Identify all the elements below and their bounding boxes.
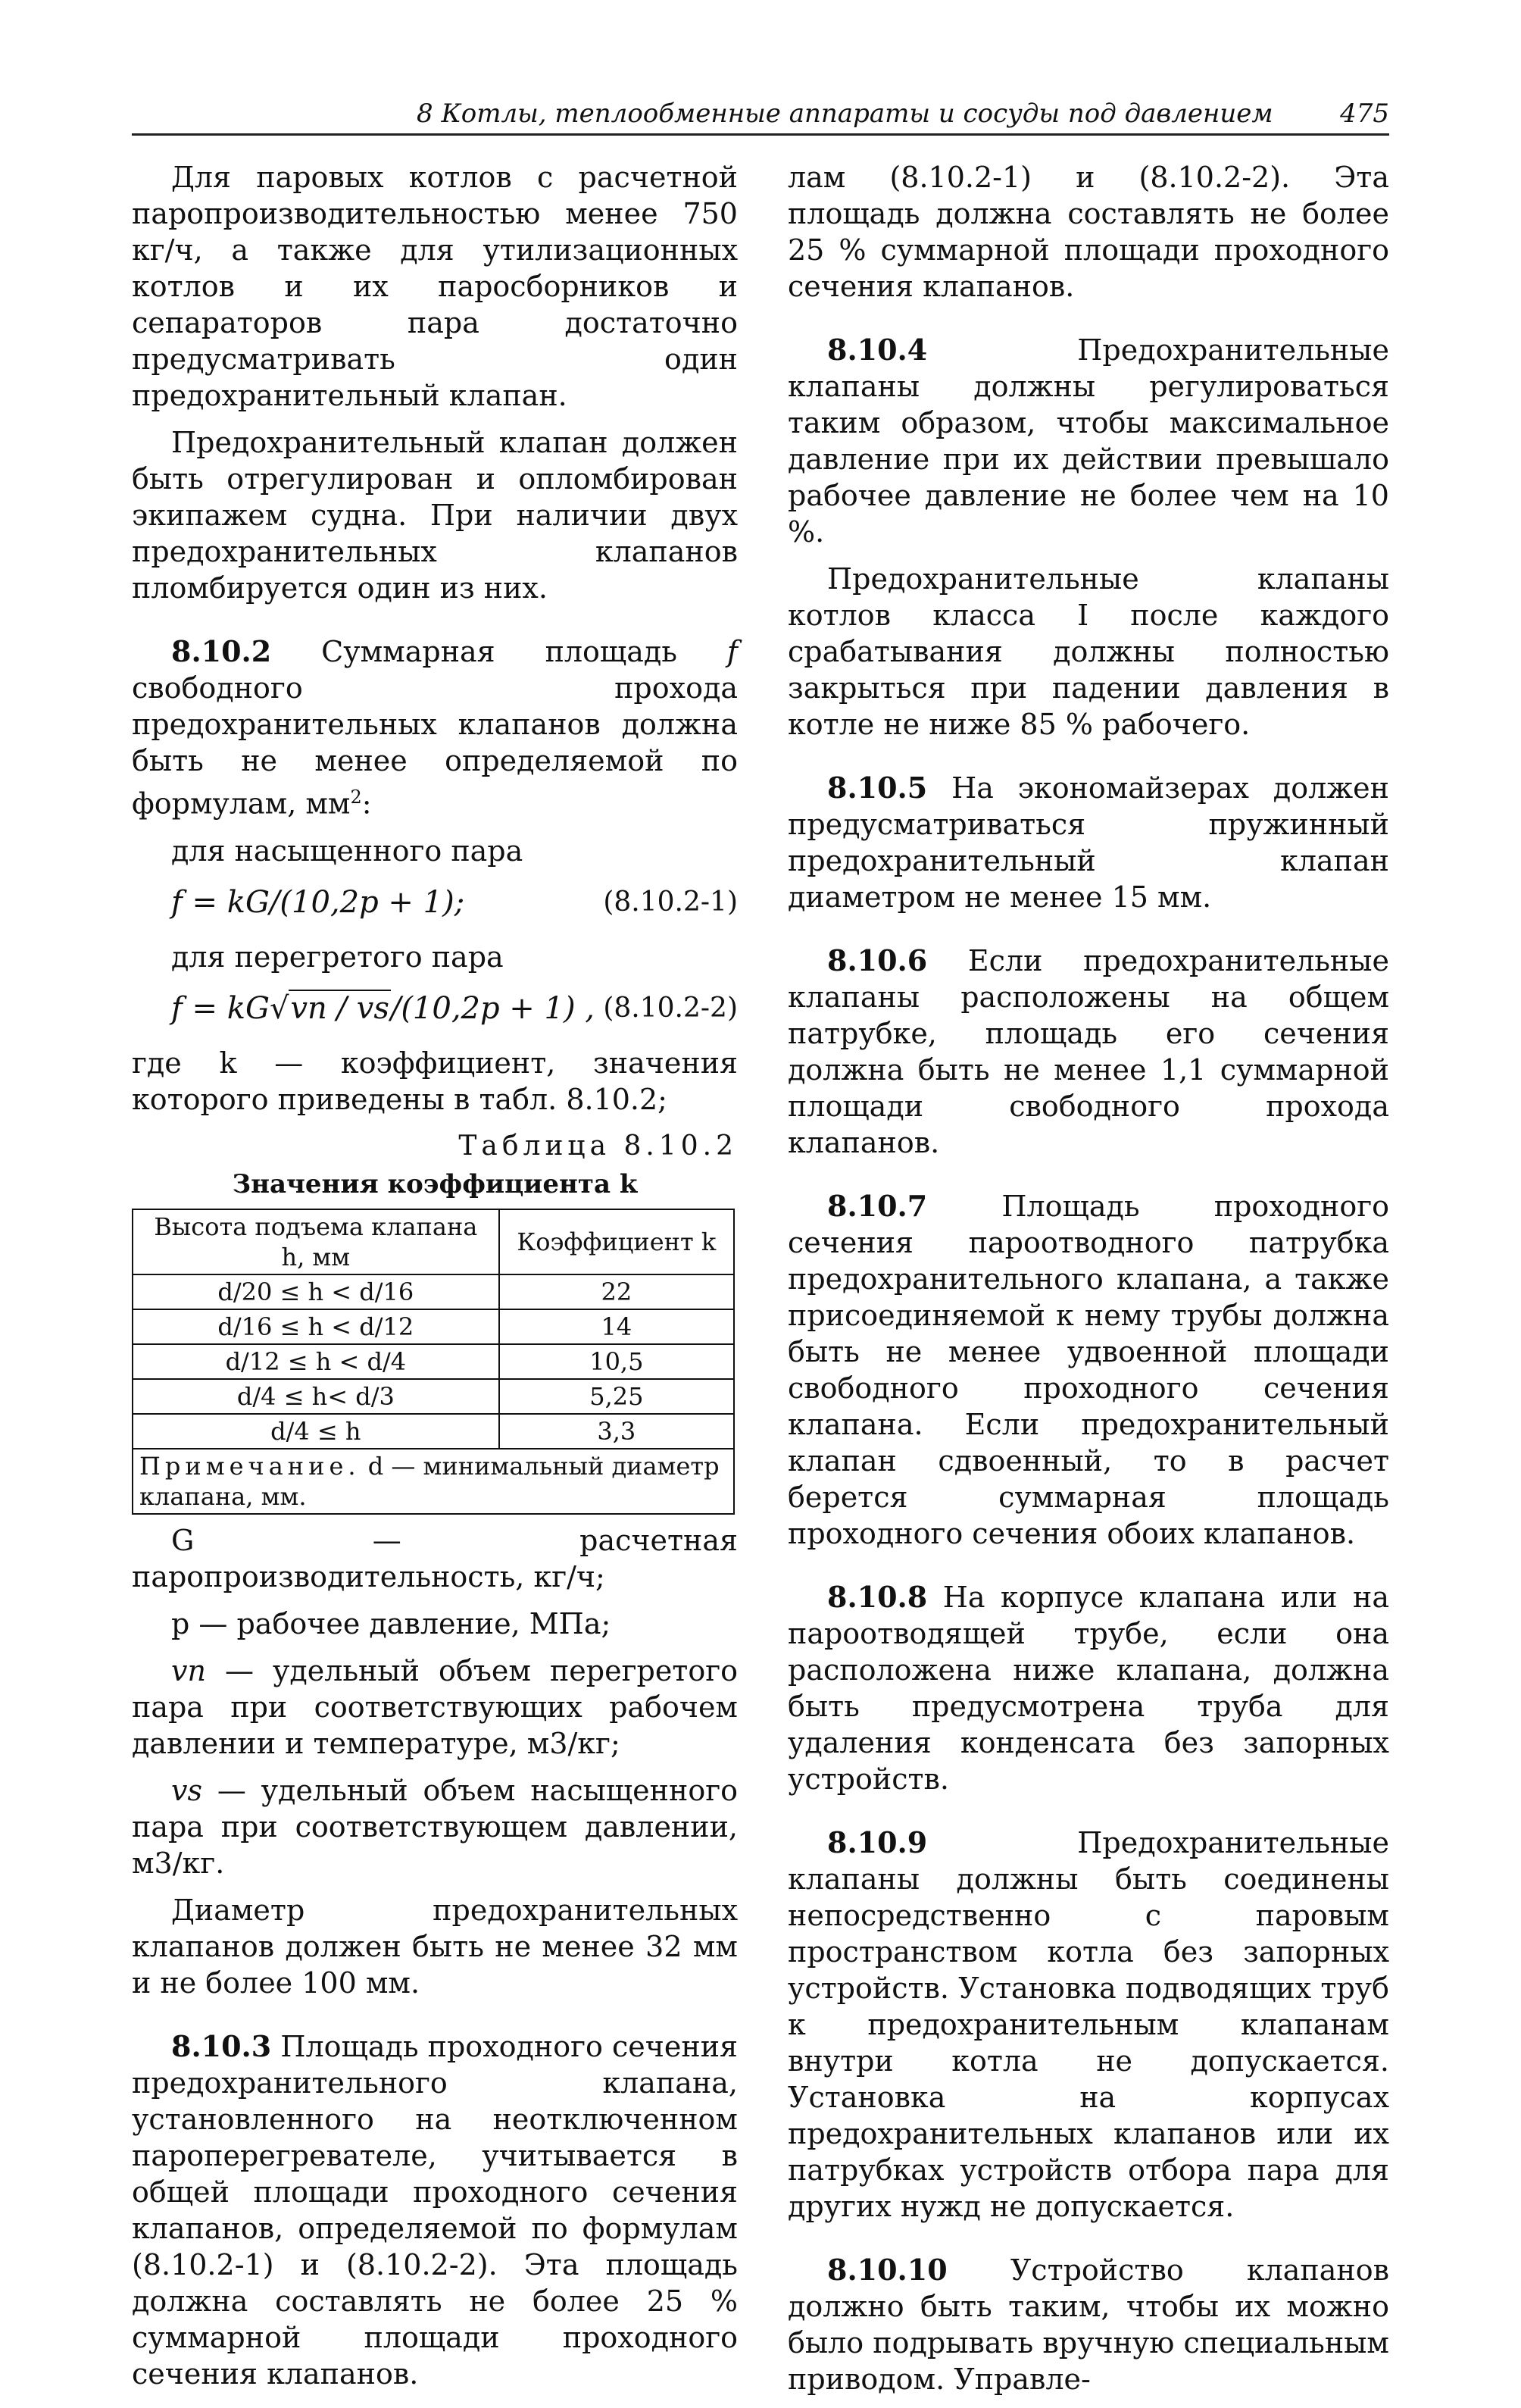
table-cell: 22 xyxy=(499,1274,734,1309)
clause-number: 8.10.8 xyxy=(827,1580,928,1614)
table-cell: 14 xyxy=(499,1309,734,1344)
section-8-10-6: 8.10.6 Если предохранительные клапаны расположены на общем патрубке, площадь его сечения должна быть не менее 1,1 суммарной площади свободного прохода клапанов. xyxy=(788,943,1389,1159)
table-cell: 3,3 xyxy=(499,1414,734,1449)
table-row xyxy=(133,1379,734,1414)
formula-expression: f = kG/(10,2p + 1); xyxy=(171,884,465,920)
page-number: 475 xyxy=(1340,99,1389,129)
table-row xyxy=(133,1414,734,1449)
clause-number: 8.10.7 xyxy=(827,1189,928,1223)
formula-expression: f = kG√vп / vs/(10,2p + 1) , xyxy=(171,990,595,1026)
clause-number: 8.10.6 xyxy=(827,943,928,977)
paragraph-class-1: Предохранительные клапаны котлов класса I после каждого срабатывания должны полностью закрыться при падении давления в котле не ниже 85 % рабочего. xyxy=(788,562,1389,741)
clause-number: 8.10.10 xyxy=(827,2253,948,2287)
page-header xyxy=(132,94,1389,136)
table-note-row xyxy=(133,1449,734,1514)
paragraph-diameter: Диаметр предохранительных клапанов должен быть не менее 32 мм и не более 100 мм. xyxy=(132,1893,738,2000)
clause-number: 8.10.5 xyxy=(827,771,928,805)
coefficient-table xyxy=(132,1209,735,1515)
table-row xyxy=(133,1309,734,1344)
formula-8-10-2-2 xyxy=(132,984,738,1039)
section-8-10-8: 8.10.8 На корпусе клапана или на пароотводящей трубе, если она расположена ниже клапана, должна быть предусмотрена труба для удаления конденсата без запорных устройств. xyxy=(788,1580,1389,1796)
left-column xyxy=(132,159,738,2403)
superheated-steam-label: для перегретого пара xyxy=(171,940,504,974)
table-caption: Таблица 8.10.2 xyxy=(458,1130,738,1162)
table-cell: d/20 ≤ h < d/16 xyxy=(133,1274,499,1309)
definition-p: p — рабочее давление, МПа; xyxy=(171,1606,611,1640)
table-cell: 10,5 xyxy=(499,1344,734,1379)
formula-8-10-2-1 xyxy=(132,878,738,933)
running-title: 8 Котлы, теплообменные аппараты и сосуды под давлением xyxy=(417,99,1273,129)
table-header-row xyxy=(133,1209,734,1274)
radical: vп / vs xyxy=(290,990,389,1026)
definition-vs: vs — удельный объем насыщенного пара при соответствующем давлении, м3/кг. xyxy=(132,1773,738,1880)
table-header-cell: Высота подъема клапана h, мм xyxy=(133,1209,499,1274)
table-note: Примечание. d — минимальный диаметр клапана, мм. xyxy=(133,1449,734,1514)
table-cell: d/12 ≤ h < d/4 xyxy=(133,1344,499,1379)
section-8-10-7: 8.10.7 Площадь проходного сечения пароотводного патрубка предохранительного клапана, а также присоединяемой к нему трубы должна быть не менее удвоенной площади свободного проходного сечения клапана. Если предохранительный клапан сдвоенный, то в расчет берется суммарная площадь проходного сечения обоих клапанов. xyxy=(788,1189,1389,1550)
saturated-steam-label: для насыщенного пара xyxy=(171,833,523,868)
section-8-10-9: 8.10.9 Предохранительные клапаны должны быть соединены непосредственно с паровым пространством котла без запорных устройств. Установка подводящих труб к предохранительным клапанам внутри котла не допускается. Установка на корпусах предохранительных клапанов или их патрубках устройств отбора пара для других нужд не допускается. xyxy=(788,1825,1389,2223)
formula-number: (8.10.2-2) xyxy=(603,992,738,1024)
section-8-10-2: 8.10.2 Суммарная площадь f свободного прохода предохранительных клапанов должна быть не менее определяемой по формулам, $мм^2$: xyxy=(132,634,738,821)
paragraph-continued: лам (8.10.2-1) и (8.10.2-2). Эта площадь должна составлять не более 25 % суммарной площади проходного сечения клапанов. xyxy=(788,161,1389,303)
right-column xyxy=(788,159,1389,2408)
table-cell: d/4 ≤ h xyxy=(133,1414,499,1449)
table-cell: d/4 ≤ h< d/3 xyxy=(133,1379,499,1414)
definition-G: G — расчетная паропроизводительность, кг/ч; xyxy=(132,1523,738,1593)
table-cell: 5,25 xyxy=(499,1379,734,1414)
table-row xyxy=(133,1274,734,1309)
paragraph-boilers: Для паровых котлов с расчетной паропроизводительностью менее 750 кг/ч, а также для утилизационных котлов и их паросборников и сепараторов пара достаточно предусматривать один предохранительный клапан. xyxy=(132,161,738,412)
table-row xyxy=(133,1344,734,1379)
clause-number: 8.10.9 xyxy=(827,1825,928,1859)
table-header-cell: Коэффициент k xyxy=(499,1209,734,1274)
section-8-10-3: 8.10.3 Площадь проходного сечения предохранительного клапана, установленного на неотключенном пароперегревателе, учитывается в общей площади проходного сечения клапанов, определяемой по формулам (8.10.2-1) и (8.10.2-2). Эта площадь должна составлять не более 25 % суммарной площади проходного сечения клапанов. xyxy=(132,2028,738,2391)
table-title: Значения коэффициента k xyxy=(232,1168,638,1199)
clause-number: 8.10.2 xyxy=(171,634,272,668)
table-cell: d/16 ≤ h < d/12 xyxy=(133,1309,499,1344)
paragraph-sealing: Предохранительный клапан должен быть отрегулирован и опломбирован экипажем судна. При наличии двух предохранительных клапанов пломбируется один из них. xyxy=(132,426,738,605)
formula-number: (8.10.2-1) xyxy=(603,886,738,918)
definition-vp: vп — удельный объем перегретого пара при соответствующих рабочем давлении и температуре, м3/кг; xyxy=(132,1653,738,1760)
clause-number: 8.10.3 xyxy=(171,2028,272,2063)
section-8-10-10: 8.10.10 Устройство клапанов должно быть таким, чтобы их можно было подрывать вручную специальным приводом. Управле- xyxy=(788,2253,1389,2396)
section-8-10-5: 8.10.5 На экономайзерах должен предусматриваться пружинный предохранительный клапан диаметром не менее 15 мм. xyxy=(788,771,1389,914)
clause-number: 8.10.4 xyxy=(827,333,928,367)
definition-k: где k — коэффициент, значения которого приведены в табл. 8.10.2; xyxy=(132,1046,738,1116)
section-8-10-4: 8.10.4 Предохранительные клапаны должны регулироваться таким образом, чтобы максимальное давление при их действии превышало рабочее давление не более чем на 10 %. xyxy=(788,333,1389,549)
